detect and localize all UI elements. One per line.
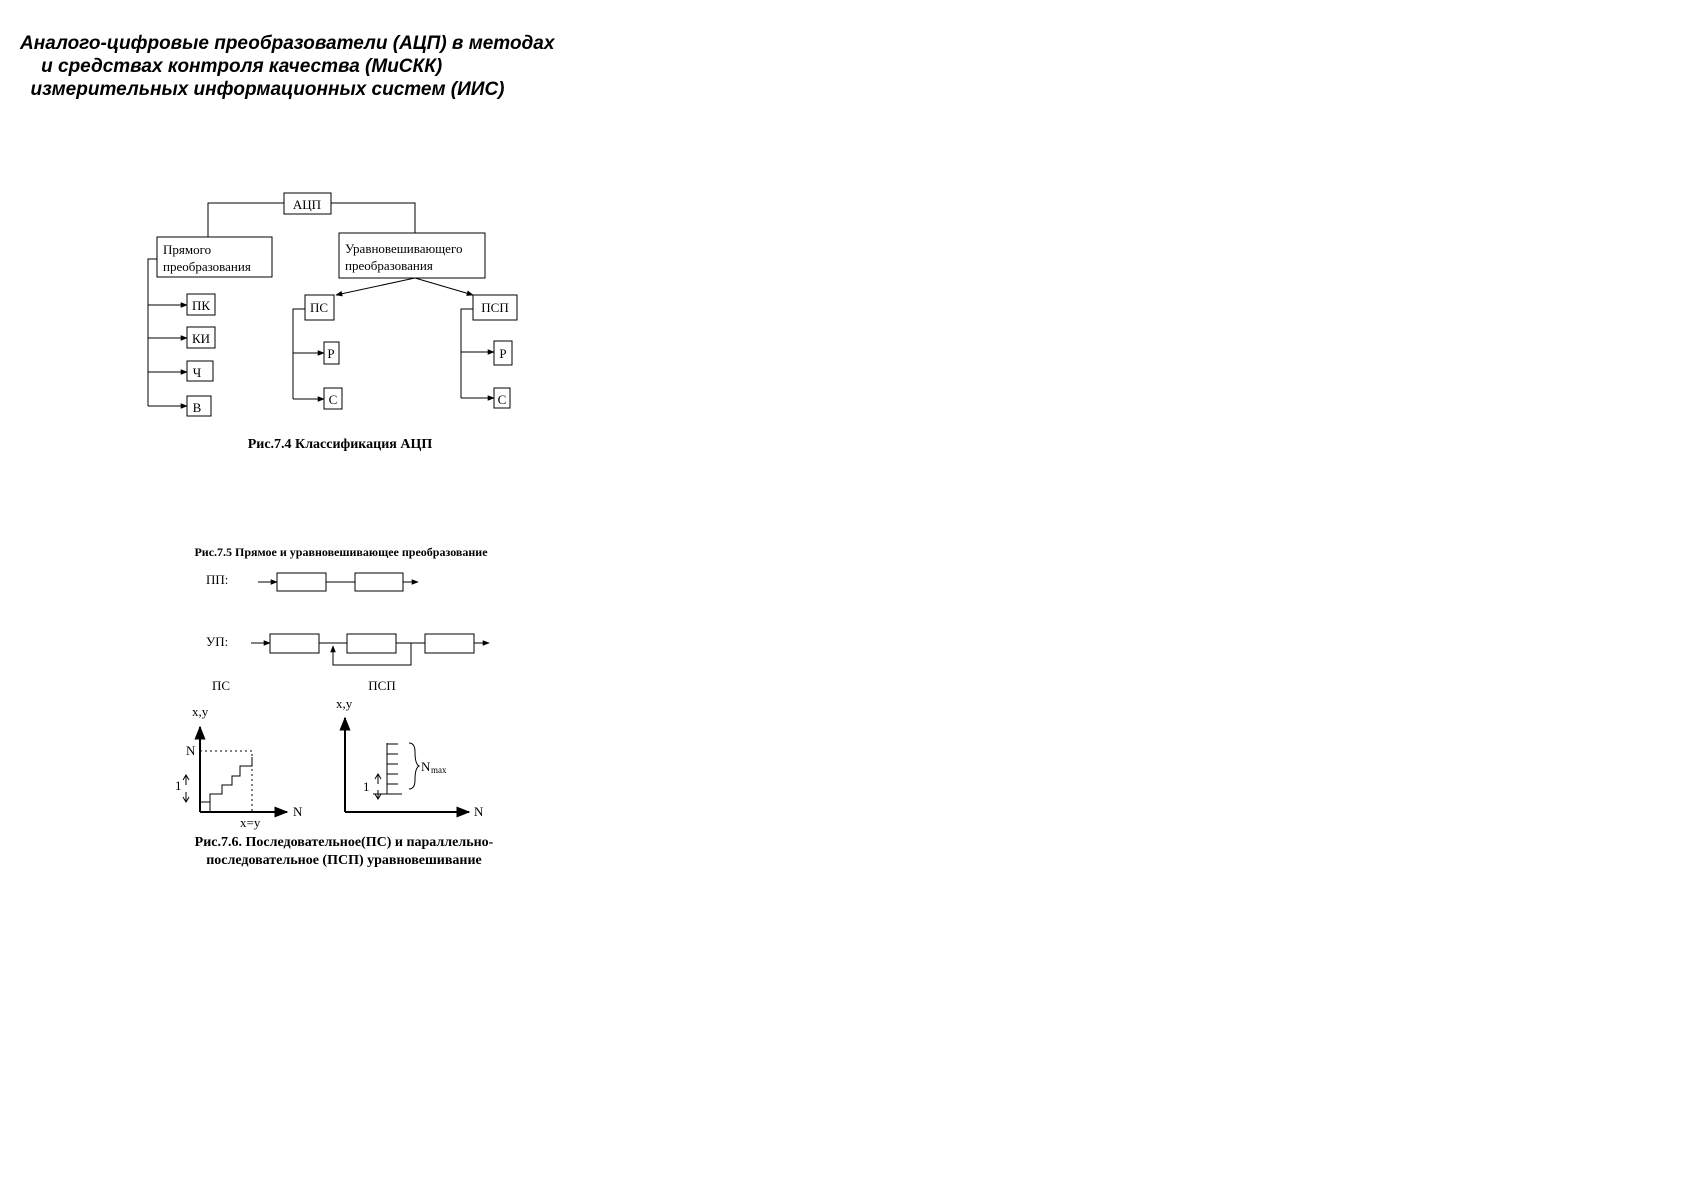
psp-graph <box>336 696 484 819</box>
psp-brace <box>409 743 419 789</box>
up-block-3 <box>425 634 474 653</box>
psp-s-label: С <box>497 392 507 407</box>
psp-level-ticks <box>373 743 402 794</box>
psp-label: ПСП <box>481 300 509 315</box>
up-block-1 <box>270 634 319 653</box>
pp-block-1 <box>277 573 326 591</box>
psp-branch-line <box>461 309 473 398</box>
arrow-to-ps <box>336 278 415 295</box>
psp-one-label: 1 <box>363 779 370 794</box>
fig76-caption-line-2: последовательное (ПСП) уравновешивание <box>206 853 482 868</box>
psp-graph-title: ПСП <box>368 678 396 693</box>
ps-graph-title: ПС <box>211 678 231 693</box>
fig76-caption-line-1: Рис.7.6. Последовательное(ПС) и параллельно- <box>194 835 494 850</box>
ps-limit-lines <box>200 751 252 812</box>
adc-classification-diagram <box>148 193 517 452</box>
ps-one-label: 1 <box>175 778 182 793</box>
ps-label: ПС <box>309 300 329 315</box>
ps-branch-line <box>293 309 305 399</box>
psp-nmax-label: N <box>421 759 431 774</box>
heading-line-3: измерительных информационных систем (ИИС) <box>20 79 505 100</box>
psp-nmax-subscript: max <box>431 765 447 775</box>
fig75-caption: Рис.7.5 Прямое и уравновешивающее преобразование <box>194 545 488 559</box>
pk-label: ПК <box>191 298 211 313</box>
arrow-to-psp <box>415 278 473 295</box>
pp-label: ПП: <box>206 572 229 587</box>
ps-staircase <box>200 757 252 812</box>
ch-label: Ч <box>192 365 202 380</box>
conversion-schemes-diagram <box>194 545 489 665</box>
psp-x-axis-label: N <box>474 804 484 819</box>
ki-label: КИ <box>191 331 211 346</box>
root-to-balance-connector <box>331 203 415 233</box>
adc-root-label: АЦП <box>292 197 322 212</box>
up-label: УП: <box>206 634 229 649</box>
heading-line-1: Аналого-цифровые преобразователи (АЦП) в методах <box>20 33 555 54</box>
up-block-2 <box>347 634 396 653</box>
root-to-direct-connector <box>208 203 284 237</box>
direct-branch-line <box>148 259 157 406</box>
v-label: В <box>192 400 202 415</box>
psp-y-axis-label: x,y <box>336 696 353 711</box>
direct-conversion-label-1: Прямого <box>163 242 212 257</box>
heading-line-2: и средствах контроля качества (МиСКК) <box>20 56 443 77</box>
balancing-conversion-label-2: преобразования <box>345 258 433 273</box>
ps-n-label: N <box>186 743 196 758</box>
fig74-caption: Рис.7.4 Классификация АЦП <box>247 437 433 452</box>
ps-xy-label: x=y <box>240 815 261 830</box>
balancing-graphs <box>175 678 494 868</box>
ps-y-axis-label: x,y <box>192 704 209 719</box>
ps-s-label: С <box>328 392 338 407</box>
pp-block-2 <box>355 573 403 591</box>
psp-r-label: Р <box>499 346 507 361</box>
ps-x-axis-label: N <box>293 804 303 819</box>
ps-r-label: Р <box>327 346 335 361</box>
ps-graph <box>175 704 303 830</box>
direct-conversion-label-2: преобразования <box>163 259 251 274</box>
balancing-conversion-label-1: Уравновешивающего <box>345 241 463 256</box>
